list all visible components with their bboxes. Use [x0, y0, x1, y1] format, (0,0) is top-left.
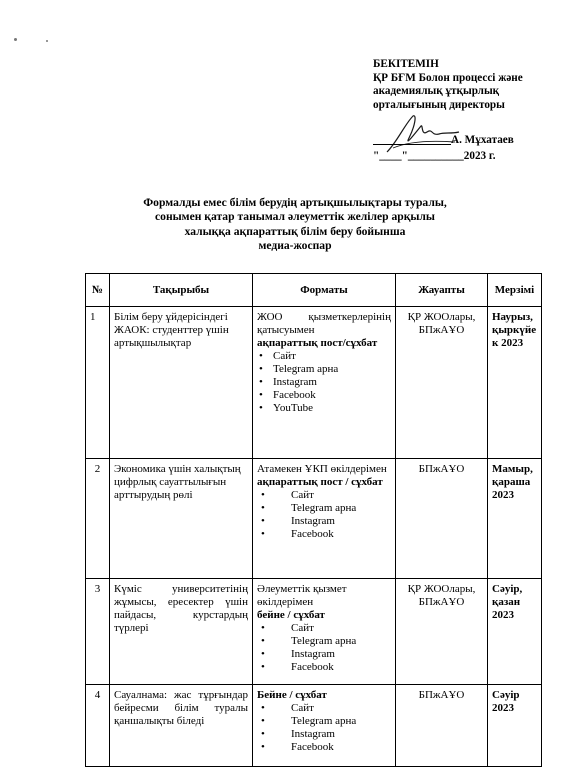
- channel-item: • Сайт: [257, 489, 391, 502]
- row-responsible: БПжАҰО: [396, 685, 488, 767]
- title-line: медиа-жоспар: [258, 239, 332, 253]
- row-topic: Күміс университетінің жұмысы, ересектер үшін пайдасы, курстардың түрлері: [110, 579, 253, 685]
- row-term: Наурыз, қыркүйе к 2023: [488, 307, 542, 459]
- channel-list: [257, 350, 391, 415]
- document-title: [100, 196, 490, 254]
- channel-item: • Telegram арна: [257, 502, 391, 515]
- header-number: №: [86, 274, 110, 307]
- channel-item: • Facebook: [257, 528, 391, 541]
- table-row: [86, 579, 542, 685]
- media-plan-table: [85, 273, 542, 767]
- channel-item: • Telegram арна: [257, 715, 391, 728]
- approval-line: академиялық ұтқырлық: [373, 85, 500, 98]
- channel-item: • YouTube: [257, 402, 391, 415]
- scan-speck: [14, 38, 17, 41]
- row-responsible: ҚР ЖООлары, БПжАҰО: [396, 579, 488, 685]
- channel-item: • Facebook: [257, 741, 391, 754]
- row-responsible: ҚР ЖООлары, БПжАҰО: [396, 307, 488, 459]
- row-format: [253, 685, 396, 767]
- channel-item: • Instagram: [257, 728, 391, 741]
- approval-line: ҚР БҒМ Болон процессі және: [373, 71, 523, 84]
- header-term: Мерзімі: [488, 274, 542, 307]
- channel-item: • Instagram: [257, 648, 391, 661]
- channel-list: [257, 702, 391, 754]
- format-intro: Атамекен ҰКП өкілдерімен: [257, 463, 387, 475]
- format-type: ақпараттық пост / сұхбат: [257, 476, 383, 488]
- approval-line: орталығының директоры: [373, 98, 505, 111]
- format-type: Бейне / сұхбат: [257, 689, 327, 701]
- row-number: 4: [86, 685, 110, 767]
- channel-item: • Instagram: [257, 376, 391, 389]
- row-topic: Сауалнама: жас тұрғындар бейресми білім туралы қаншалықты біледі: [110, 685, 253, 767]
- row-number: 1: [86, 307, 110, 459]
- signature-underline: [373, 144, 451, 145]
- row-format: [253, 307, 396, 459]
- signer-name: А. Мұхатаев: [451, 134, 514, 146]
- table-header-row: [86, 274, 542, 307]
- row-term: Мамыр, қараша 2023: [488, 459, 542, 579]
- table-row: [86, 307, 542, 459]
- channel-item: • Сайт: [257, 350, 391, 363]
- channel-list: [257, 622, 391, 674]
- channel-list: [257, 489, 391, 541]
- row-topic: Экономика үшін халықтың цифрлық сауаттылығын арттырудың рөлі: [110, 459, 253, 579]
- header-responsible: Жауапты: [396, 274, 488, 307]
- format-type: бейне / сұхбат: [257, 609, 325, 621]
- header-format: Форматы: [253, 274, 396, 307]
- row-format: [253, 579, 396, 685]
- table-row: [86, 459, 542, 579]
- title-line: Формалды емес білім берудің артықшылықтары туралы,: [143, 196, 447, 209]
- channel-item: • Instagram: [257, 515, 391, 528]
- channel-item: • Facebook: [257, 661, 391, 674]
- approval-block: [373, 58, 573, 112]
- row-number: 3: [86, 579, 110, 685]
- title-line: халыққа ақпараттық білім беру бойынша: [184, 224, 406, 238]
- format-type: ақпараттық пост/сұхбат: [257, 337, 378, 349]
- approval-heading: БЕКІТЕМІН: [373, 58, 439, 70]
- approval-date: "____"__________2023 г.: [373, 150, 496, 162]
- channel-item: • Сайт: [257, 622, 391, 635]
- table-row: [86, 685, 542, 767]
- scan-speck: [46, 40, 48, 42]
- channel-item: • Facebook: [257, 389, 391, 402]
- channel-item: • Сайт: [257, 702, 391, 715]
- title-line: сонымен қатар танымал әлеуметтік желілер арқылы: [155, 210, 435, 224]
- row-term: Сәуір, қазан 2023: [488, 579, 542, 685]
- header-topic: Тақырыбы: [110, 274, 253, 307]
- format-intro: ЖОО қызметкерлерінің қатысуымен: [257, 311, 391, 336]
- format-intro: Әлеуметтік қызмет өкілдерімен: [257, 583, 347, 608]
- signature-line: [373, 126, 573, 166]
- row-term: Сәуір 2023: [488, 685, 542, 767]
- row-topic: Білім беру ұйдерісіндегі ЖАОК: студенттер үшін артықшылықтар: [110, 307, 253, 459]
- row-number: 2: [86, 459, 110, 579]
- row-format: [253, 459, 396, 579]
- row-responsible: БПжАҰО: [396, 459, 488, 579]
- channel-item: • Telegram арна: [257, 635, 391, 648]
- channel-item: • Telegram арна: [257, 363, 391, 376]
